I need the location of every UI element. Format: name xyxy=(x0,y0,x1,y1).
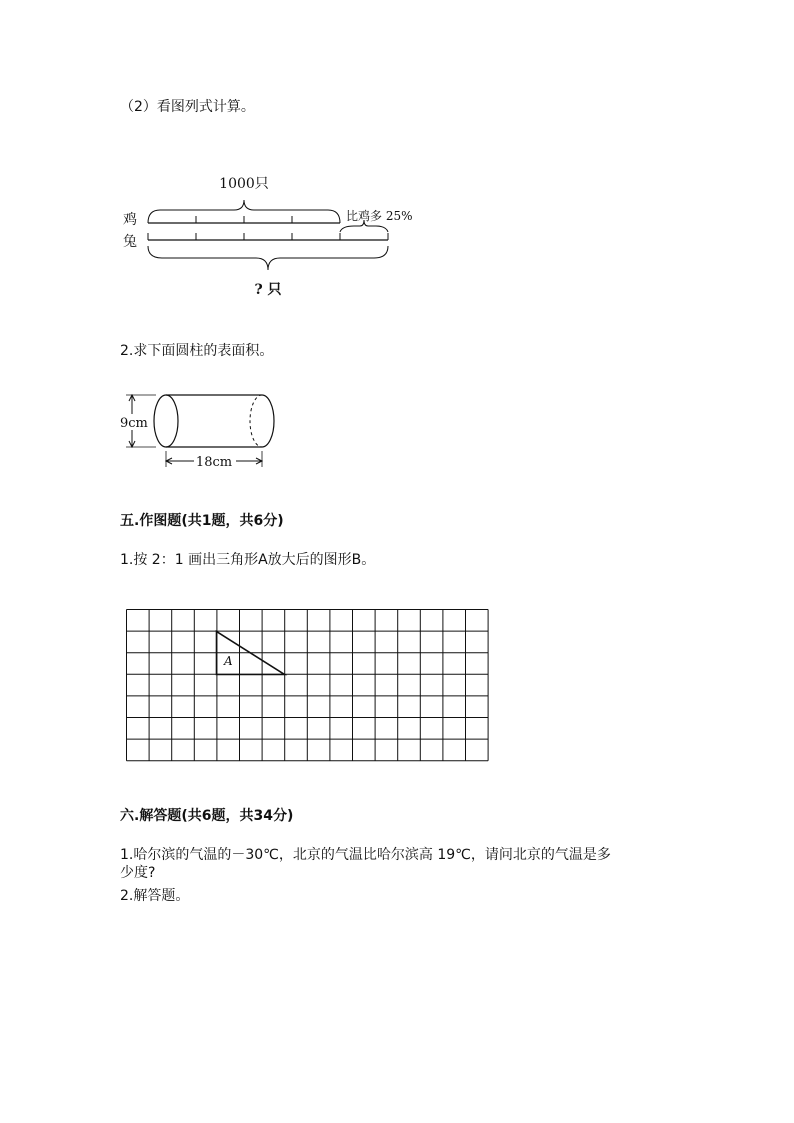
section-6-question-1-line-1: 1.哈尔滨的气温的－30℃，北京的气温比哈尔滨高 19℃，请问北京的气温是多 xyxy=(120,847,611,863)
section-6-question-2: 2.解答题。 xyxy=(120,888,190,904)
height-label: 9cm xyxy=(120,416,148,431)
grid-lines xyxy=(127,610,489,761)
segment-diagram xyxy=(110,168,430,303)
top-label: 1000只 xyxy=(219,176,269,192)
bottom-label: ? 只 xyxy=(254,282,282,298)
section-5-question-1: 1.按 2：1 画出三角形A放大后的图形B。 xyxy=(120,552,376,568)
chicken-label: 鸡 xyxy=(123,212,137,228)
subquestion-2-title: （2）看图列式计算。 xyxy=(120,99,255,115)
cylinder-left-face xyxy=(154,395,178,447)
cylinder-right-front xyxy=(262,395,274,447)
rabbit-label: 兔 xyxy=(123,234,137,250)
section-6-question-1-line-2: 少度? xyxy=(120,865,156,881)
more-label: 比鸡多 25% xyxy=(346,209,413,223)
grid-figure xyxy=(125,608,489,762)
bottom-brace xyxy=(148,246,388,270)
triangle-a-label: A xyxy=(224,654,233,668)
cylinder-right-hidden xyxy=(250,395,262,447)
section-6-heading: 六.解答题(共6题，共34分) xyxy=(120,808,294,824)
section-5-heading: 五.作图题(共1题，共6分) xyxy=(120,513,284,529)
length-label: 18cm xyxy=(195,455,233,470)
cylinder-figure xyxy=(116,385,296,475)
question-2-title: 2.求下面圆柱的表面积。 xyxy=(120,343,274,359)
